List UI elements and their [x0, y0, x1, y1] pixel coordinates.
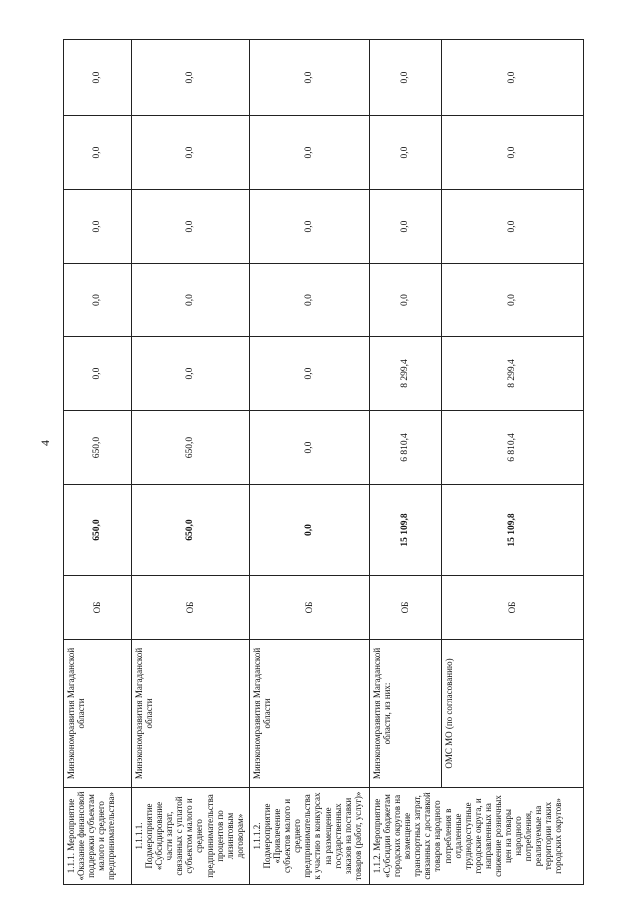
row-source: ОБ [250, 576, 370, 640]
row-value: 0,0 [250, 411, 370, 485]
rotated-table-wrapper [63, 40, 583, 885]
row-value: 0,0 [64, 337, 132, 411]
row-value: 0,0 [370, 116, 442, 190]
row-value: 0,0 [132, 337, 250, 411]
row-value: 0,0 [442, 190, 584, 264]
row-value: 0,0 [442, 116, 584, 190]
table-row [370, 40, 442, 885]
row-value: 0,0 [250, 116, 370, 190]
row-value: 0,0 [250, 190, 370, 264]
row-value: 0,0 [64, 40, 132, 116]
table-row [132, 40, 250, 885]
row-total: 15 109,8 [442, 485, 584, 576]
row-responsible: Минэкономразвития Магаданской области [132, 640, 250, 788]
row-value: 0,0 [370, 40, 442, 116]
row-value: 0,0 [370, 190, 442, 264]
row-source: ОБ [132, 576, 250, 640]
row-responsible: Минэкономразвития Магаданской области [250, 640, 370, 788]
row-responsible: Минэкономразвития Магаданской области, из них: [370, 640, 442, 788]
page-number: 4 [38, 440, 52, 446]
row-value: 0,0 [132, 40, 250, 116]
row-value: 0,0 [442, 40, 584, 116]
row-total: 0,0 [250, 485, 370, 576]
row-value: 0,0 [250, 337, 370, 411]
row-responsible: ОМС МО (по согласованию) [442, 640, 584, 788]
row-value: 0,0 [250, 264, 370, 337]
row-responsible: Минэкономразвития Магаданской области [64, 640, 132, 788]
table-row [442, 40, 584, 885]
row-value: 0,0 [442, 264, 584, 337]
row-value: 0,0 [132, 264, 250, 337]
row-source: ОБ [442, 576, 584, 640]
row-value: 8 299,4 [442, 337, 584, 411]
row-value: 0,0 [64, 190, 132, 264]
row-name: 1.1.1.1. Подмероприятие «Субсидирование части затрат, связанных с уплатой субъектом малого и среднего предпринимательства процентов по лизинговым договорам» [132, 788, 250, 885]
row-name: 1.1.2. Мероприятие «Субсидии бюджетам городских округов на возмещение транспортных затрат, связанных с доставкой товаров народного потребления в отдаленные труднодоступные городские округа, и направленных на снижение розничных цен на товары народного потребления, реализуемые на территории таких городских округов» [370, 788, 584, 885]
row-value: 0,0 [250, 40, 370, 116]
row-total: 15 109,8 [370, 485, 442, 576]
row-value: 0,0 [64, 264, 132, 337]
row-value: 6 810,4 [370, 411, 442, 485]
table-row [250, 40, 370, 885]
row-value: 0,0 [132, 190, 250, 264]
row-total: 650,0 [132, 485, 250, 576]
row-value: 0,0 [370, 264, 442, 337]
budget-table [63, 39, 584, 885]
row-value: 650,0 [64, 411, 132, 485]
row-total: 650,0 [64, 485, 132, 576]
row-source: ОБ [370, 576, 442, 640]
row-name: 1.1.1.2. Подмероприятие «Привлечение субъектов малого и среднего предпринимательства к участию в конкурсах на размещение государственных заказов на поставки товаров (работ, услуг)» [250, 788, 370, 885]
row-name: 1.1.1. Мероприятие «Оказание финансовой поддержки субъектам малого и среднего предпринимательства» [64, 788, 132, 885]
row-value: 6 810,4 [442, 411, 584, 485]
row-value: 0,0 [64, 116, 132, 190]
row-value: 0,0 [132, 116, 250, 190]
row-value: 650,0 [132, 411, 250, 485]
row-source: ОБ [64, 576, 132, 640]
table-row [64, 40, 132, 885]
row-value: 8 299,4 [370, 337, 442, 411]
